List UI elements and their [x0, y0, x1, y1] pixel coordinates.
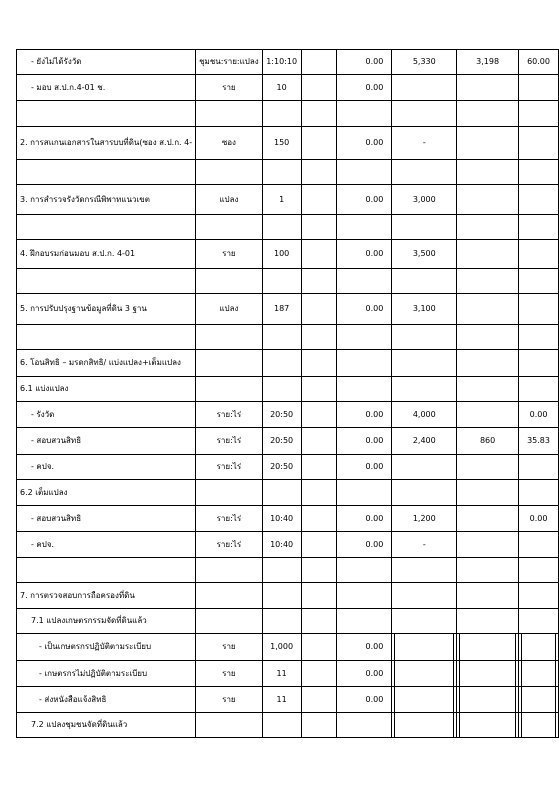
value-1: 0.00 [337, 634, 392, 661]
quantity: 10:40 [262, 506, 301, 532]
blank-cell [301, 240, 337, 269]
value-1 [337, 215, 392, 240]
item-label: - คปจ. [17, 455, 196, 480]
blank-cell [301, 50, 337, 75]
unit: ราย [196, 661, 263, 687]
table-row [17, 480, 559, 506]
value-2: - [392, 532, 457, 558]
table-body [17, 50, 559, 738]
item-label: - รังวัด [17, 402, 196, 428]
value-3 [457, 687, 519, 713]
value-4: 0.00 [519, 506, 559, 532]
unit: ราย:ไร่ [196, 455, 263, 480]
value-3 [457, 609, 519, 634]
value-4 [519, 325, 559, 350]
blank-cell [301, 506, 337, 532]
item-label: - เป็นเกษตรกรปฏิบัติตามระเบียบ [17, 634, 196, 661]
unit: ซอง [196, 127, 263, 160]
table-row [17, 583, 559, 609]
value-4 [519, 455, 559, 480]
value-3 [457, 160, 519, 185]
value-2 [392, 661, 457, 687]
quantity: 1:10:10 [262, 50, 301, 75]
blank-cell [301, 127, 337, 160]
value-3: 3,198 [457, 50, 519, 75]
table-row [17, 50, 559, 75]
blank-cell [301, 428, 337, 455]
value-1 [337, 713, 392, 738]
quantity: 10 [262, 75, 301, 101]
value-2 [392, 325, 457, 350]
item-label [17, 269, 196, 294]
table-row [17, 455, 559, 480]
item-label: 4. ฝึกอบรมก่อนมอบ ส.ป.ก. 4-01 [17, 240, 196, 269]
value-1: 0.00 [337, 455, 392, 480]
quantity: 10:40 [262, 532, 301, 558]
value-3 [457, 532, 519, 558]
value-2 [392, 269, 457, 294]
quantity [262, 480, 301, 506]
table-row [17, 558, 559, 583]
unit [196, 377, 263, 402]
quantity: 11 [262, 661, 301, 687]
quantity [262, 101, 301, 127]
item-label: 7.1 แปลงเกษตรกรรมจัดที่ดินแล้ว [17, 609, 196, 634]
item-label: 3. การสำรวจรังวัดกรณีพิพาทแนวเขต [17, 185, 196, 215]
item-label: - มอบ ส.ป.ก.4-01 ช. [17, 75, 196, 101]
value-3 [457, 583, 519, 609]
value-2: - [392, 127, 457, 160]
data-table [16, 49, 559, 738]
quantity: 1,000 [262, 634, 301, 661]
value-4 [519, 480, 559, 506]
value-2 [392, 634, 457, 661]
quantity [262, 583, 301, 609]
value-2 [392, 377, 457, 402]
value-4 [519, 350, 559, 377]
value-4: 60.00 [519, 50, 559, 75]
value-1: 0.00 [337, 294, 392, 325]
unit: ราย [196, 75, 263, 101]
table-row [17, 240, 559, 269]
value-1: 0.00 [337, 240, 392, 269]
quantity [262, 558, 301, 583]
item-label: - คปจ. [17, 532, 196, 558]
value-3 [457, 480, 519, 506]
item-label: 6.1 แบ่งแปลง [17, 377, 196, 402]
blank-cell [301, 455, 337, 480]
quantity [262, 325, 301, 350]
table-row [17, 294, 559, 325]
blank-cell [301, 713, 337, 738]
unit [196, 350, 263, 377]
table-row [17, 713, 559, 738]
blank-cell [301, 558, 337, 583]
value-4 [519, 661, 559, 687]
value-2: 3,000 [392, 185, 457, 215]
table-row [17, 634, 559, 661]
value-2: 3,500 [392, 240, 457, 269]
quantity: 20:50 [262, 428, 301, 455]
table-row [17, 506, 559, 532]
value-3 [457, 269, 519, 294]
value-1: 0.00 [337, 506, 392, 532]
value-3 [457, 350, 519, 377]
value-1 [337, 583, 392, 609]
value-3: 860 [457, 428, 519, 455]
value-4 [519, 634, 559, 661]
table-row [17, 269, 559, 294]
table-row [17, 160, 559, 185]
value-1 [337, 558, 392, 583]
value-2 [392, 455, 457, 480]
unit: ชุมชน:ราย:แปลง [196, 50, 263, 75]
table-row [17, 350, 559, 377]
value-1: 0.00 [337, 661, 392, 687]
item-label [17, 101, 196, 127]
quantity: 100 [262, 240, 301, 269]
unit [196, 269, 263, 294]
value-3 [457, 455, 519, 480]
value-3 [457, 661, 519, 687]
table-row [17, 325, 559, 350]
value-1 [337, 377, 392, 402]
value-3 [457, 325, 519, 350]
value-2: 3,100 [392, 294, 457, 325]
item-label [17, 325, 196, 350]
value-4 [519, 101, 559, 127]
value-4 [519, 215, 559, 240]
value-2 [392, 101, 457, 127]
blank-cell [301, 215, 337, 240]
blank-cell [301, 480, 337, 506]
value-4 [519, 75, 559, 101]
value-2 [392, 558, 457, 583]
quantity [262, 377, 301, 402]
value-2 [392, 75, 457, 101]
unit [196, 215, 263, 240]
value-1 [337, 160, 392, 185]
value-4 [519, 377, 559, 402]
value-3 [457, 402, 519, 428]
unit [196, 480, 263, 506]
blank-cell [301, 609, 337, 634]
value-2 [392, 583, 457, 609]
unit: ราย [196, 687, 263, 713]
unit: ราย:ไร่ [196, 402, 263, 428]
blank-cell [301, 583, 337, 609]
value-2: 1,200 [392, 506, 457, 532]
table-row [17, 609, 559, 634]
unit [196, 558, 263, 583]
value-4: 35.83 [519, 428, 559, 455]
value-4 [519, 609, 559, 634]
value-2 [392, 215, 457, 240]
value-1: 0.00 [337, 687, 392, 713]
unit [196, 583, 263, 609]
value-2 [392, 160, 457, 185]
blank-cell [301, 325, 337, 350]
blank-cell [301, 269, 337, 294]
quantity: 20:50 [262, 402, 301, 428]
blank-cell [301, 532, 337, 558]
blank-cell [301, 101, 337, 127]
value-4 [519, 687, 559, 713]
value-3 [457, 634, 519, 661]
table-row [17, 185, 559, 215]
value-2 [392, 609, 457, 634]
value-3 [457, 240, 519, 269]
quantity: 1 [262, 185, 301, 215]
value-3 [457, 215, 519, 240]
unit [196, 325, 263, 350]
value-4 [519, 532, 559, 558]
blank-cell [301, 75, 337, 101]
value-4 [519, 269, 559, 294]
unit [196, 101, 263, 127]
blank-cell [301, 350, 337, 377]
quantity [262, 269, 301, 294]
unit [196, 609, 263, 634]
value-4: 0.00 [519, 402, 559, 428]
table-row [17, 127, 559, 160]
value-4 [519, 185, 559, 215]
value-1: 0.00 [337, 50, 392, 75]
unit: ราย:ไร่ [196, 428, 263, 455]
quantity: 11 [262, 687, 301, 713]
value-4 [519, 713, 559, 738]
blank-cell [301, 377, 337, 402]
table-row [17, 661, 559, 687]
table-row [17, 215, 559, 240]
value-1: 0.00 [337, 185, 392, 215]
unit [196, 160, 263, 185]
item-label: 2. การสแกนเอกสารในสารบบที่ดิน(ซอง ส.ป.ก. 4- [17, 127, 196, 160]
value-3 [457, 713, 519, 738]
value-3 [457, 127, 519, 160]
value-3 [457, 377, 519, 402]
value-3 [457, 294, 519, 325]
quantity [262, 160, 301, 185]
blank-cell [301, 687, 337, 713]
unit: แปลง [196, 185, 263, 215]
unit: ราย:ไร่ [196, 506, 263, 532]
blank-cell [301, 160, 337, 185]
table-row [17, 101, 559, 127]
value-1: 0.00 [337, 75, 392, 101]
item-label [17, 160, 196, 185]
blank-cell [301, 294, 337, 325]
table-row [17, 687, 559, 713]
item-label: - เกษตรกรไม่ปฏิบัติตามระเบียบ [17, 661, 196, 687]
value-1: 0.00 [337, 127, 392, 160]
table-row [17, 75, 559, 101]
item-label: - สอบสวนสิทธิ [17, 506, 196, 532]
value-1: 0.00 [337, 402, 392, 428]
item-label: 6.2 เต็มแปลง [17, 480, 196, 506]
unit: ราย:ไร่ [196, 532, 263, 558]
unit: ราย [196, 634, 263, 661]
item-label [17, 558, 196, 583]
value-1 [337, 480, 392, 506]
unit [196, 713, 263, 738]
table-row [17, 532, 559, 558]
value-1 [337, 325, 392, 350]
quantity: 150 [262, 127, 301, 160]
quantity [262, 713, 301, 738]
table-row [17, 377, 559, 402]
value-3 [457, 185, 519, 215]
value-1 [337, 350, 392, 377]
value-2 [392, 687, 457, 713]
value-2: 2,400 [392, 428, 457, 455]
value-2 [392, 350, 457, 377]
blank-cell [301, 661, 337, 687]
value-2 [392, 480, 457, 506]
value-4 [519, 558, 559, 583]
quantity [262, 350, 301, 377]
value-4 [519, 583, 559, 609]
quantity [262, 609, 301, 634]
blank-cell [301, 185, 337, 215]
value-3 [457, 506, 519, 532]
value-1 [337, 269, 392, 294]
value-2 [392, 713, 457, 738]
value-1: 0.00 [337, 428, 392, 455]
item-label [17, 215, 196, 240]
item-label: - สอบสวนสิทธิ [17, 428, 196, 455]
value-3 [457, 101, 519, 127]
quantity: 20:50 [262, 455, 301, 480]
value-4 [519, 294, 559, 325]
value-4 [519, 240, 559, 269]
quantity [262, 215, 301, 240]
value-1 [337, 609, 392, 634]
value-2: 4,000 [392, 402, 457, 428]
table-row [17, 402, 559, 428]
value-3 [457, 558, 519, 583]
value-4 [519, 127, 559, 160]
blank-cell [301, 402, 337, 428]
value-2: 5,330 [392, 50, 457, 75]
quantity: 187 [262, 294, 301, 325]
item-label: 6. โอนสิทธิ – มรดกสิทธิ/ แบ่งแปลง+เต็มแปลง [17, 350, 196, 377]
item-label: 5. การปรับปรุงฐานข้อมูลที่ดิน 3 ฐาน [17, 294, 196, 325]
blank-cell [301, 634, 337, 661]
item-label: 7.2 แปลงชุมชนจัดที่ดินแล้ว [17, 713, 196, 738]
unit: ราย [196, 240, 263, 269]
value-1: 0.00 [337, 532, 392, 558]
unit: แปลง [196, 294, 263, 325]
item-label: 7. การตรวจสอบการถือครองที่ดิน [17, 583, 196, 609]
item-label: - ยังไม่ได้รังวัด [17, 50, 196, 75]
item-label: - ส่งหนังสือแจ้งสิทธิ [17, 687, 196, 713]
table-row [17, 428, 559, 455]
value-4 [519, 160, 559, 185]
value-3 [457, 75, 519, 101]
value-1 [337, 101, 392, 127]
